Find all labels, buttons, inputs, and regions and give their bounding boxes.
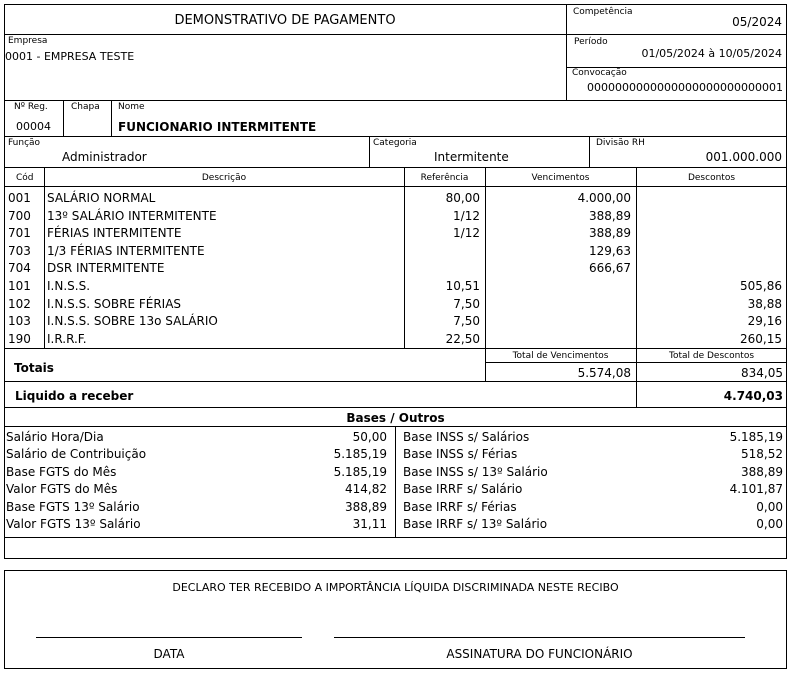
- data-label: DATA: [153, 647, 185, 661]
- reg-value: 00004: [16, 120, 51, 133]
- periodo-value: 01/05/2024 à 10/05/2024: [641, 47, 782, 60]
- bases-item-value: 5.185,19: [729, 430, 783, 444]
- item-descontos: 505,86: [740, 279, 782, 293]
- divisao-value: 001.000.000: [705, 150, 782, 164]
- item-descricao: SALÁRIO NORMAL: [47, 191, 156, 205]
- competencia-label: Competência: [573, 7, 633, 17]
- item-descricao: DSR INTERMITENTE: [47, 261, 165, 276]
- funcao-label: Função: [8, 138, 41, 148]
- table-row: [4, 243, 787, 260]
- categoria-value: Intermitente: [434, 150, 509, 164]
- item-descricao: 13º SALÁRIO INTERMITENTE: [47, 208, 217, 223]
- bases-item-label: Salário Hora/Dia: [6, 430, 104, 444]
- total-descontos-value: 834,05: [741, 366, 783, 380]
- bases-item-label: Valor FGTS 13º Salário: [6, 517, 141, 531]
- item-descricao: 1/3 FÉRIAS INTERMITENTE: [47, 243, 205, 258]
- item-descricao: I.N.S.S. SOBRE 13o SALÁRIO: [47, 314, 218, 329]
- col-header-descontos: Descontos: [687, 173, 736, 183]
- item-cod: 700: [8, 208, 31, 223]
- bases-item-value: 4.101,87: [729, 482, 783, 497]
- table-row: [4, 190, 787, 207]
- bases-item-label: Base IRRF s/ Férias: [403, 499, 517, 514]
- item-cod: 703: [8, 243, 31, 258]
- col-header-referencia: Referência: [420, 173, 469, 183]
- bases-item-value: 50,00: [352, 430, 387, 444]
- bases-item-label: Base INSS s/ Salários: [403, 430, 530, 444]
- divisao-label: Divisão RH: [596, 138, 645, 148]
- empresa-value: 0001 - EMPRESA TESTE: [5, 50, 135, 63]
- item-descontos: 260,15: [740, 331, 782, 346]
- data-signature-line: [36, 637, 302, 638]
- item-cod: 001: [8, 191, 31, 205]
- table-row: [4, 313, 787, 330]
- item-vencimentos: 388,89: [589, 208, 631, 223]
- item-cod: 101: [8, 279, 31, 293]
- liquido-label: Liquido a receber: [15, 389, 134, 403]
- bases-item-value: 518,52: [741, 447, 783, 462]
- item-descricao: I.N.S.S. SOBRE FÉRIAS: [47, 296, 182, 311]
- periodo-label: Período: [574, 37, 608, 47]
- item-referencia: 22,50: [445, 331, 480, 346]
- col-header-descricao: Descrição: [201, 173, 247, 183]
- bases-item: [0, 516, 791, 533]
- employee-signature-line: [334, 637, 745, 638]
- bases-item-value: 388,89: [741, 464, 783, 479]
- bases-item: [0, 464, 791, 481]
- convocacao-label: Convocação: [572, 68, 627, 78]
- bases-item-label: Base IRRF s/ Salário: [403, 482, 523, 497]
- competencia-value: 05/2024: [732, 15, 782, 29]
- item-referencia: 1/12: [453, 208, 480, 223]
- categoria-label: Categoria: [373, 138, 417, 148]
- bases-item-value: 414,82: [345, 482, 387, 497]
- item-cod: 102: [8, 296, 31, 311]
- bases-item-value: 0,00: [756, 499, 783, 514]
- bases-item-label: Base INSS s/ Férias: [403, 447, 518, 462]
- convocacao-value: 0000000000000000000000000001: [587, 81, 783, 94]
- item-referencia: 10,51: [445, 279, 480, 293]
- col-header-vencimentos: Vencimentos: [531, 173, 590, 183]
- item-descontos: 38,88: [747, 296, 782, 311]
- bases-item-value: 5.185,19: [333, 464, 387, 479]
- totals-label: Totais: [14, 361, 54, 375]
- funcao-value: Administrador: [62, 150, 147, 164]
- item-cod: 103: [8, 314, 31, 329]
- item-cod: 701: [8, 226, 31, 241]
- chapa-label: Chapa: [71, 102, 100, 112]
- bases-item: [0, 429, 791, 446]
- bases-item-label: Base INSS s/ 13º Salário: [403, 464, 548, 479]
- table-row: [4, 296, 787, 313]
- item-descricao: I.R.R.F.: [47, 331, 87, 346]
- assinatura-label: ASSINATURA DO FUNCIONÁRIO: [446, 647, 633, 661]
- item-referencia: 7,50: [453, 296, 480, 311]
- item-cod: 190: [8, 331, 31, 346]
- bases-item-value: 5.185,19: [333, 447, 387, 462]
- total-descontos-label: Total de Descontos: [668, 351, 755, 361]
- table-row: [4, 331, 787, 348]
- item-cod: 704: [8, 261, 31, 276]
- item-referencia: 7,50: [453, 314, 480, 329]
- empresa-label: Empresa: [8, 36, 48, 46]
- table-row: [4, 225, 787, 242]
- col-header-cod: Cód: [16, 173, 34, 183]
- item-vencimentos: 4.000,00: [577, 191, 631, 205]
- total-vencimentos-label: Total de Vencimentos: [512, 351, 609, 361]
- receipt-declaration: DECLARO TER RECEBIDO A IMPORTÂNCIA LÍQUIDA DISCRIMINADA NESTE RECIBO: [172, 581, 619, 594]
- total-vencimentos-value: 5.574,08: [577, 366, 631, 380]
- bases-item: [0, 446, 791, 463]
- item-referencia: 80,00: [445, 191, 480, 205]
- liquido-value: 4.740,03: [723, 389, 783, 403]
- item-descricao: FÉRIAS INTERMITENTE: [47, 226, 182, 241]
- table-row: [4, 278, 787, 295]
- bases-item-label: Base FGTS 13º Salário: [6, 499, 140, 514]
- bases-title: Bases / Outros: [346, 411, 445, 425]
- item-vencimentos: 388,89: [589, 226, 631, 241]
- item-vencimentos: 666,67: [589, 261, 631, 276]
- nome-label: Nome: [118, 102, 145, 112]
- bases-item: [0, 481, 791, 498]
- page-title: DEMONSTRATIVO DE PAGAMENTO: [174, 13, 396, 28]
- bases-item-label: Valor FGTS do Mês: [6, 482, 118, 497]
- nome-value: FUNCIONARIO INTERMITENTE: [118, 120, 317, 134]
- item-descontos: 29,16: [747, 314, 782, 329]
- bases-item-value: 388,89: [345, 499, 387, 514]
- bases-item-label: Base IRRF s/ 13º Salário: [403, 517, 548, 531]
- item-referencia: 1/12: [453, 226, 480, 241]
- bases-item-label: Salário de Contribuição: [6, 447, 147, 462]
- bases-item-label: Base FGTS do Mês: [6, 464, 117, 479]
- table-row: [4, 260, 787, 277]
- bases-item-value: 31,11: [352, 517, 387, 531]
- item-descricao: I.N.S.S.: [47, 279, 91, 293]
- bases-item: [0, 499, 791, 516]
- table-row: [4, 208, 787, 225]
- bases-item-value: 0,00: [756, 517, 783, 531]
- item-vencimentos: 129,63: [589, 243, 631, 258]
- reg-label: Nº Reg.: [14, 102, 48, 112]
